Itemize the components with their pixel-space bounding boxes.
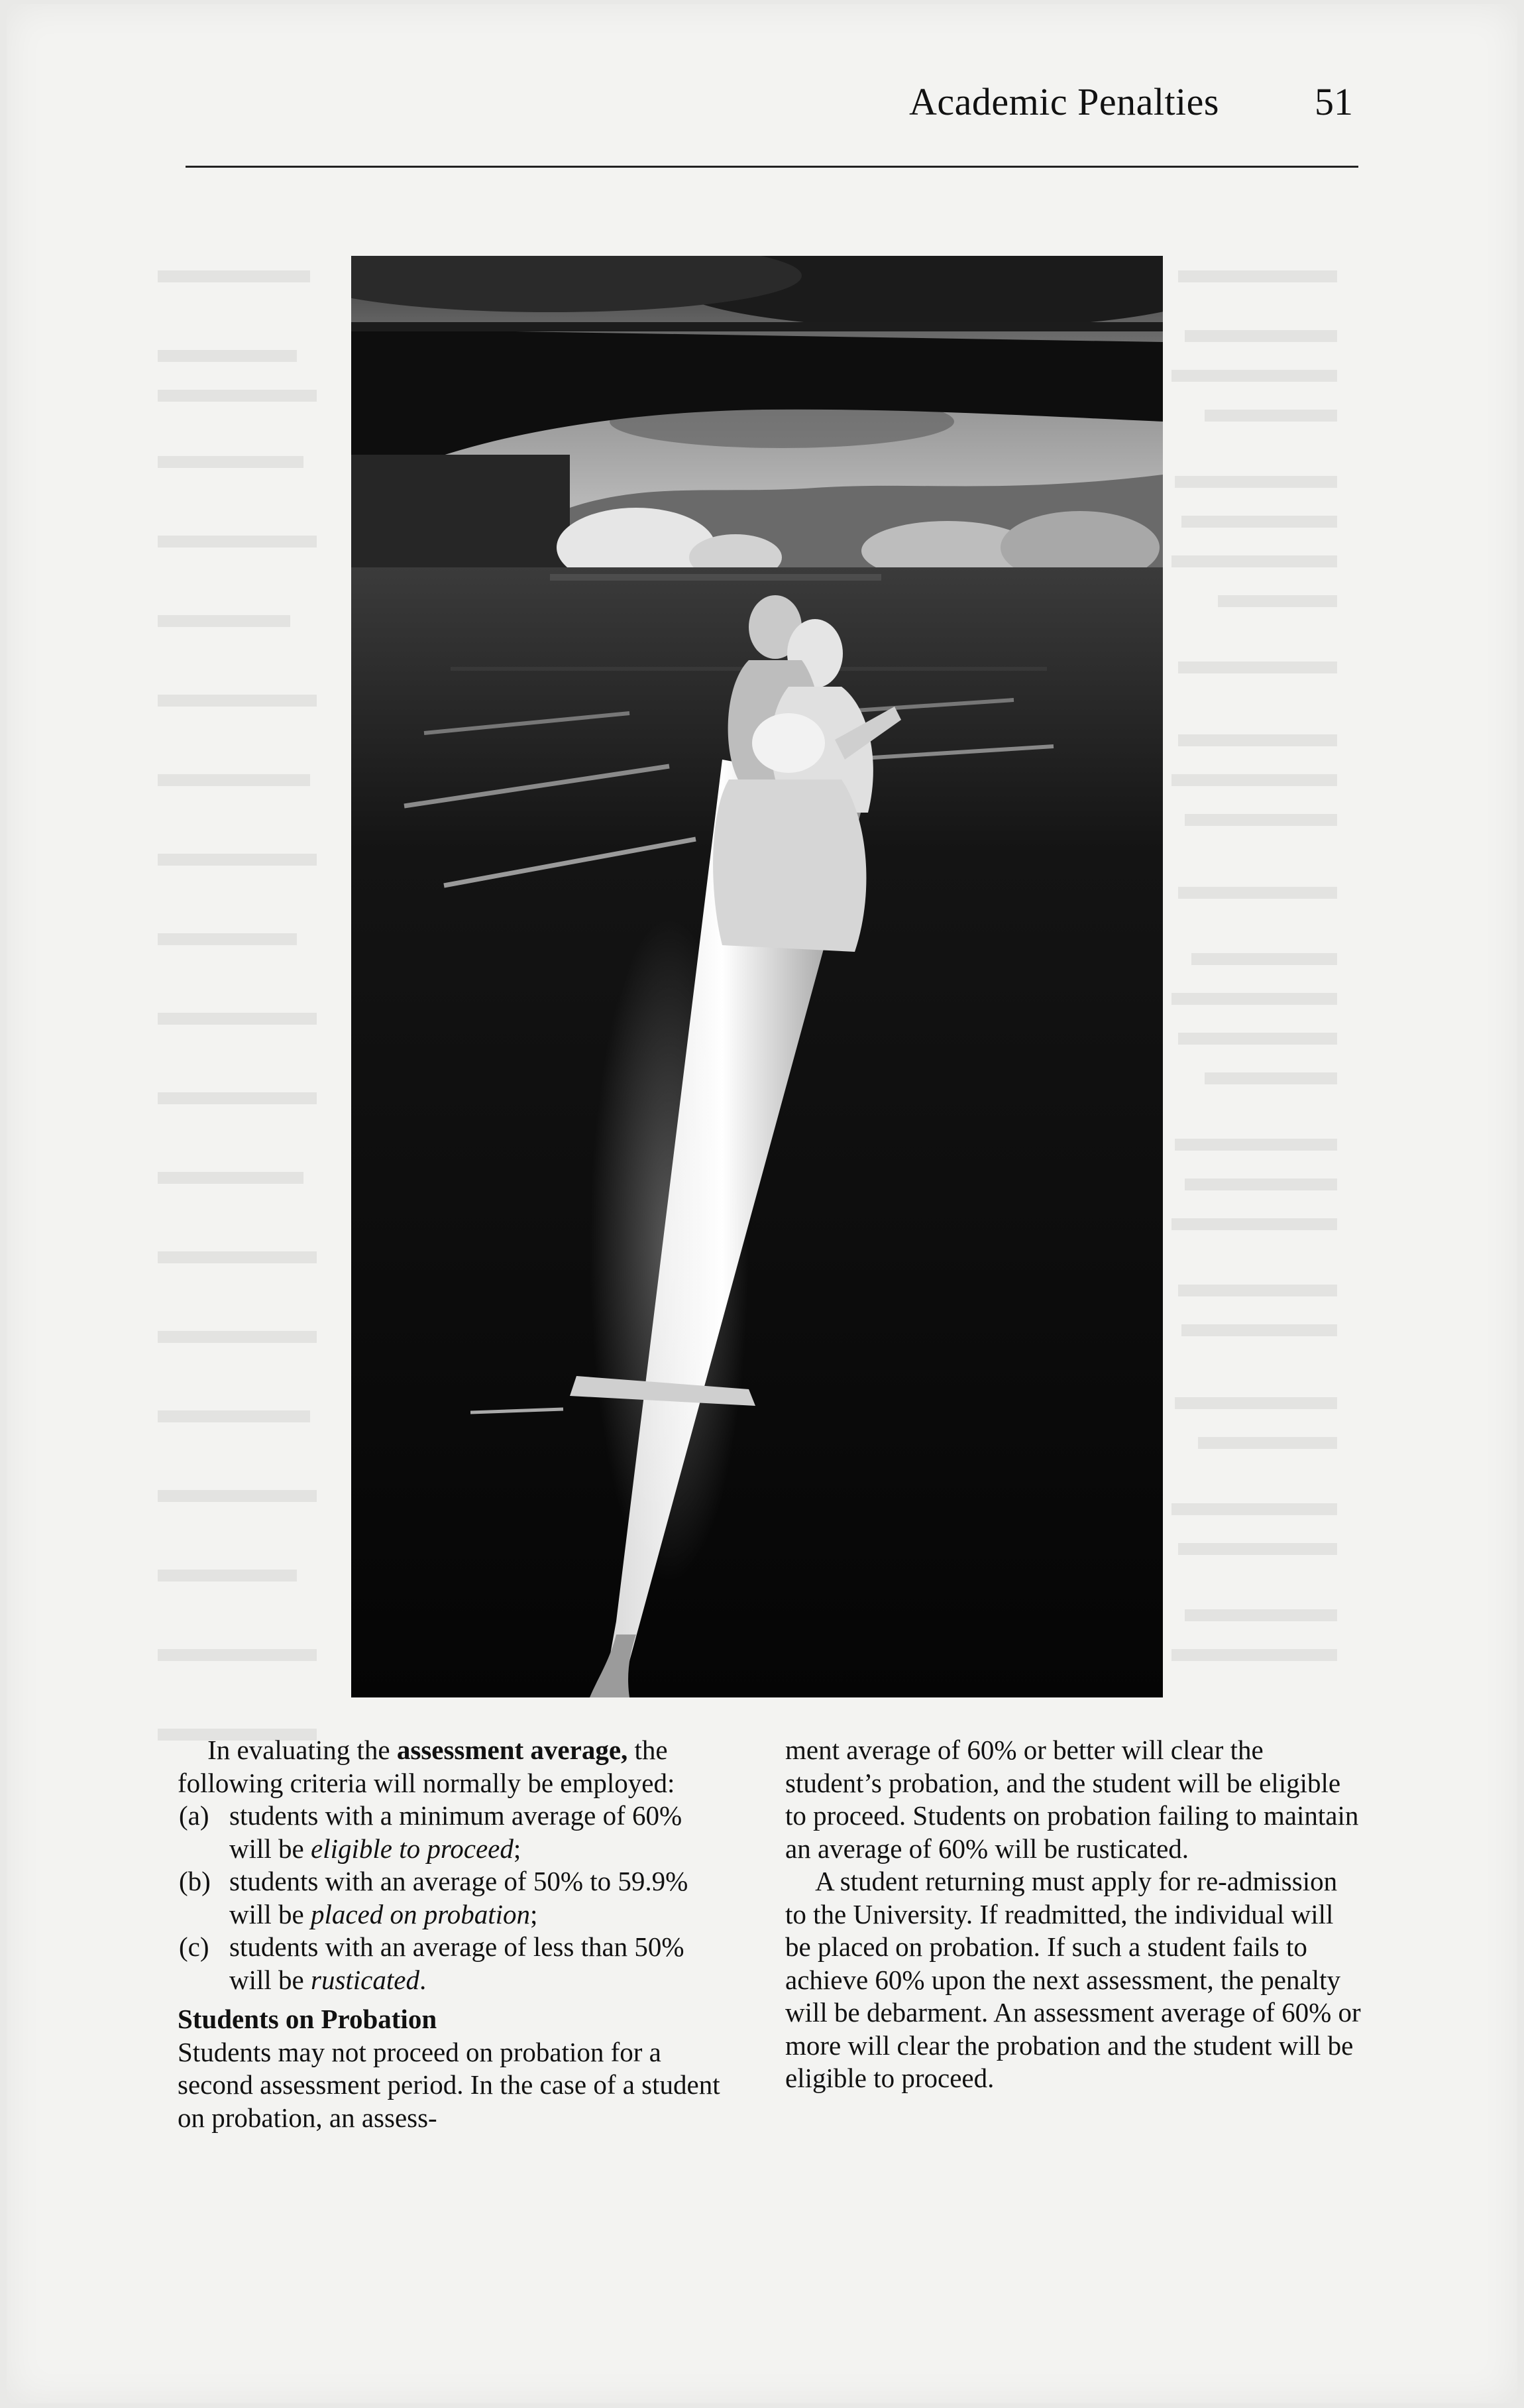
criteria-emphasis: placed on probation [310,1898,530,1929]
show-through-lines [1165,257,1337,1914]
criteria-punct: ; [530,1898,538,1929]
criteria-text: students with a minimum average of 60% will be [229,1800,682,1864]
intro-text: In evaluating the [207,1735,397,1765]
criteria-text: students with an average of 50% to 59.9% will be [229,1866,688,1929]
photo-illustration [351,256,1163,1697]
photo-rowing-shell [351,256,1163,1697]
criteria-label: (b) [179,1866,211,1896]
right-column [785,1734,1362,2095]
criteria-item-a [178,1800,728,1865]
document-page [7,4,1517,2403]
criteria-emphasis: eligible to proceed [310,1833,514,1864]
subheading-students-on-probation: Students on Probation [178,2004,437,2034]
intro-text-continued: the following criteria will normally be employed: [178,1735,675,1798]
reflection [550,574,881,581]
bridge-pier [351,455,570,567]
show-through-lines-left [158,257,317,1782]
header-rule [186,166,1358,168]
criteria-text: students with an average of less than 50% will be [229,1931,684,1995]
show-through-texture-left [186,223,345,1747]
probation-paragraph-continued: ment average of 60% or better will clear the student’s probation, and the student will be eligible to proceed. Students on probation failing to maintain an average of 60% will be rusticated. [785,1735,1359,1864]
readmission-paragraph: A student returning must apply for re-admission to the University. If readmitted, the individual will be placed on probation. If such a student fails to achieve 60% upon the next assessment, the penalty will be debarment. An assessment average of 60% or more will clear the probation and the student will be eligible to proceed. [785,1866,1361,2093]
criteria-punct: ; [513,1833,521,1864]
page-number: 51 [1315,80,1353,123]
intro-paragraph [178,1734,728,1800]
intro-bold-term: assessment average, [396,1735,628,1765]
criteria-item-c [178,1931,728,1996]
rower-head [752,713,825,773]
section-title: Academic Penalties [909,80,1219,123]
bridge-railing [351,322,1163,331]
running-header [186,70,1358,130]
show-through-texture [1193,223,1365,1880]
criteria-item-b [178,1865,728,1931]
criteria-label: (c) [179,1931,209,1962]
hull-glow [590,919,749,1581]
rower-body [713,779,866,952]
criteria-emphasis: rusticated [310,1964,419,1995]
criteria-label: (a) [179,1800,209,1831]
probation-paragraph: Students may not proceed on probation for a second assessment period. In the case of a student on probation, an assess- [178,2036,720,2133]
left-column [178,1734,728,2134]
criteria-punct: . [419,1964,427,1995]
